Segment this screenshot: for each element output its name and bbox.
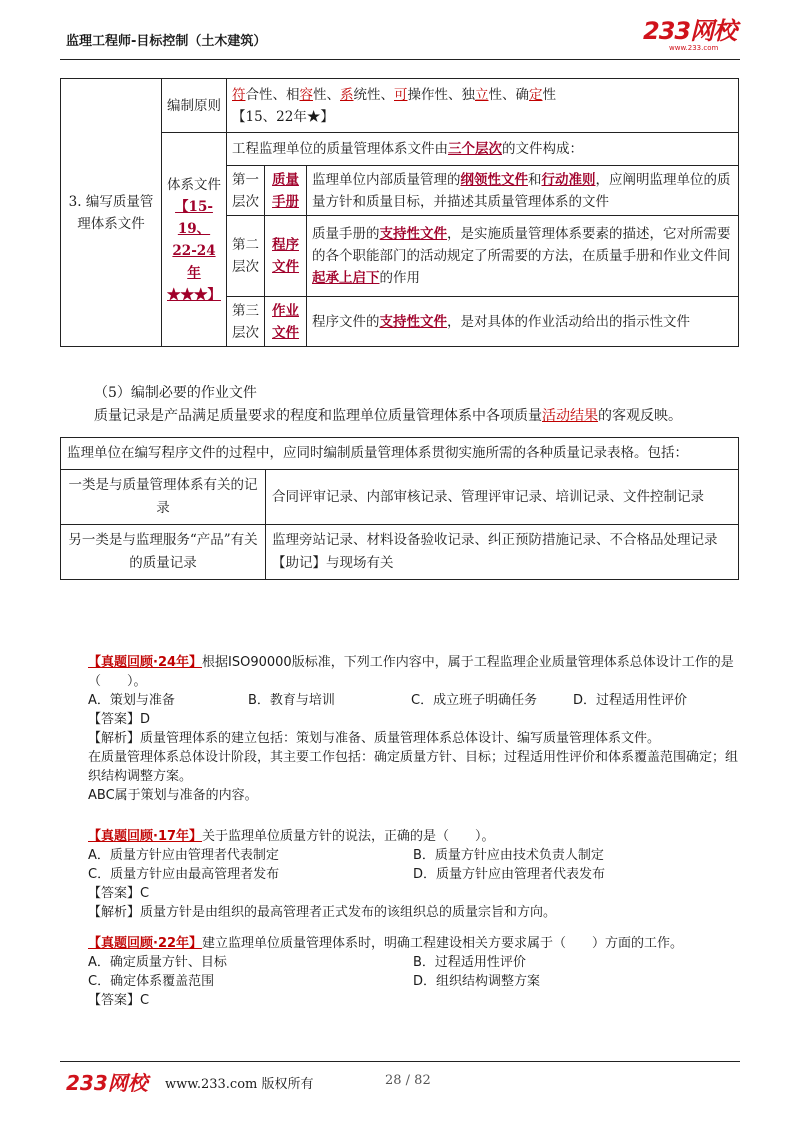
level-doc: 作业文件 (265, 297, 307, 347)
footer-site: www.233.com 版权所有 (165, 1077, 314, 1092)
system-intro: 工程监理单位的质量管理体系文件由三个层次的文件构成： (227, 133, 739, 166)
question-block (66, 827, 738, 922)
analysis: 在质量管理体系总体设计阶段，其主要工作包括：确定质量方针、目标；过程适用性评价和体系覆盖范围确定；组织结构调整方案。 (88, 750, 739, 784)
question-options (66, 953, 738, 972)
level-desc: 程序文件的支持性文件，是对具体的作业活动给出的指示性文件 (307, 297, 739, 347)
question-tag: 【真题回顾·22年】 (88, 936, 203, 951)
footer-divider (60, 1061, 740, 1062)
section-paragraph: 质量记录是产品满足质量要求的程度和监理单位质量管理体系中各项质量活动结果的客观反映。 (94, 408, 682, 424)
answer: 【答案】C (88, 886, 150, 901)
question-block (66, 653, 738, 805)
answer: 【答案】D (88, 712, 151, 727)
level-name: 第三层次 (227, 297, 265, 347)
option-c: C．成立班子明确任务 (411, 693, 538, 708)
brand-logo (643, 18, 739, 52)
option-b: B．过程适用性评价 (413, 955, 526, 970)
records-label: 另一类是与监理服务“产品”有关的质量记录 (61, 525, 266, 580)
principle-cell (227, 79, 739, 133)
row-label-cell (61, 79, 162, 347)
question-stem: 关于监理单位质量方针的说法，正确的是（ ）。 (202, 829, 495, 844)
section-heading: （5）编制必要的作业文件 (94, 385, 257, 401)
question-stem: 根据ISO90000版标准，下列工作内容中，属于工程监理企业质量管理体系总体设计工作的是（ ）。 (88, 655, 734, 689)
level-desc: 质量手册的支持性文件，是实施质量管理体系要素的描述，它对所需要的各个职能部门的活动规定了所需要的方法，在质量手册和作业文件间起承上启下的作用 (307, 216, 739, 297)
records-content: 监理旁站记录、材料设备验收记录、纠正预防措施记录、不合格品处理记录 【助记】与现场有关 (266, 525, 739, 580)
level-name: 第一层次 (227, 166, 265, 216)
analysis: ABC属于策划与准备的内容。 (88, 788, 258, 803)
analysis: 【解析】质量管理体系的建立包括：策划与准备、质量管理体系总体设计、编写质量管理体系文件。 (88, 731, 661, 746)
question-tag: 【真题回顾·24年】 (88, 655, 203, 670)
footer-logo: 233网校 (66, 1071, 148, 1095)
question-stem: 建立监理单位质量管理体系时，明确工程建设相关方要求属于（ ）方面的工作。 (202, 936, 684, 951)
principle-text: 符合性、相容性、系统性、可操作性、独立性、确定性 (232, 86, 556, 103)
option-c: C．质量方针应由最高管理者发布 (88, 867, 280, 882)
question-options (66, 972, 738, 991)
records-label: 一类是与质量管理体系有关的记录 (61, 470, 266, 525)
option-a: A．质量方针应由管理者代表制定 (88, 848, 279, 863)
question-options (66, 865, 738, 884)
quality-system-docs-table (60, 78, 739, 347)
option-d: D．过程适用性评价 (573, 693, 688, 708)
answer: 【答案】C (88, 993, 150, 1008)
logo-url: www.233.com (669, 44, 719, 52)
question-block (66, 934, 738, 1010)
records-row (61, 470, 739, 525)
option-a: A．策划与准备 (88, 693, 175, 708)
row-label: 3. 编写质量管理体系文件 (68, 193, 154, 232)
question-options (66, 846, 738, 865)
option-d: D．组织结构调整方案 (413, 974, 541, 989)
analysis: 【解析】质量方针是由组织的最高管理者正式发布的该组织总的质量宗旨和方向。 (88, 905, 557, 920)
principle-label: 编制原则 (162, 79, 227, 133)
page-number: 28 / 82 (385, 1073, 431, 1088)
option-b: B．质量方针应由技术负责人制定 (413, 848, 604, 863)
level-desc: 监理单位内部质量管理的纲领性文件和行动准则，应阐明监理单位的质量方针和质量目标，并描述其质量管理体系的文件 (307, 166, 739, 216)
records-intro: 监理单位在编写程序文件的过程中，应同时编制质量管理体系贯彻实施所需的各种质量记录表格。包括： (61, 438, 739, 470)
system-label: 体系文件 (167, 176, 221, 193)
option-c: C．确定体系覆盖范围 (88, 974, 215, 989)
level-doc: 程序文件 (265, 216, 307, 297)
option-b: B．教育与培训 (248, 693, 335, 708)
option-a: A．确定质量方针、目标 (88, 955, 227, 970)
header-divider (60, 59, 740, 60)
question-tag: 【真题回顾·17年】 (88, 829, 203, 844)
logo-text: 233网校 (643, 17, 737, 45)
question-options (66, 691, 738, 710)
header-title: 监理工程师-目标控制（土木建筑） (66, 34, 267, 49)
level-name: 第二层次 (227, 216, 265, 297)
level-doc: 质量手册 (265, 166, 307, 216)
system-label-cell (162, 133, 227, 347)
records-row (61, 525, 739, 580)
option-d: D．质量方针应由管理者代表发布 (413, 867, 606, 882)
quality-records-table (60, 437, 739, 580)
system-years: 【15-19、22-24年★★★】 (167, 198, 221, 303)
principle-years: 【15、22年★】 (232, 108, 334, 125)
records-content: 合同评审记录、内部审核记录、管理评审记录、培训记录、文件控制记录 (266, 470, 739, 525)
mnemonic-note: 【助记】与现场有关 (272, 555, 394, 571)
